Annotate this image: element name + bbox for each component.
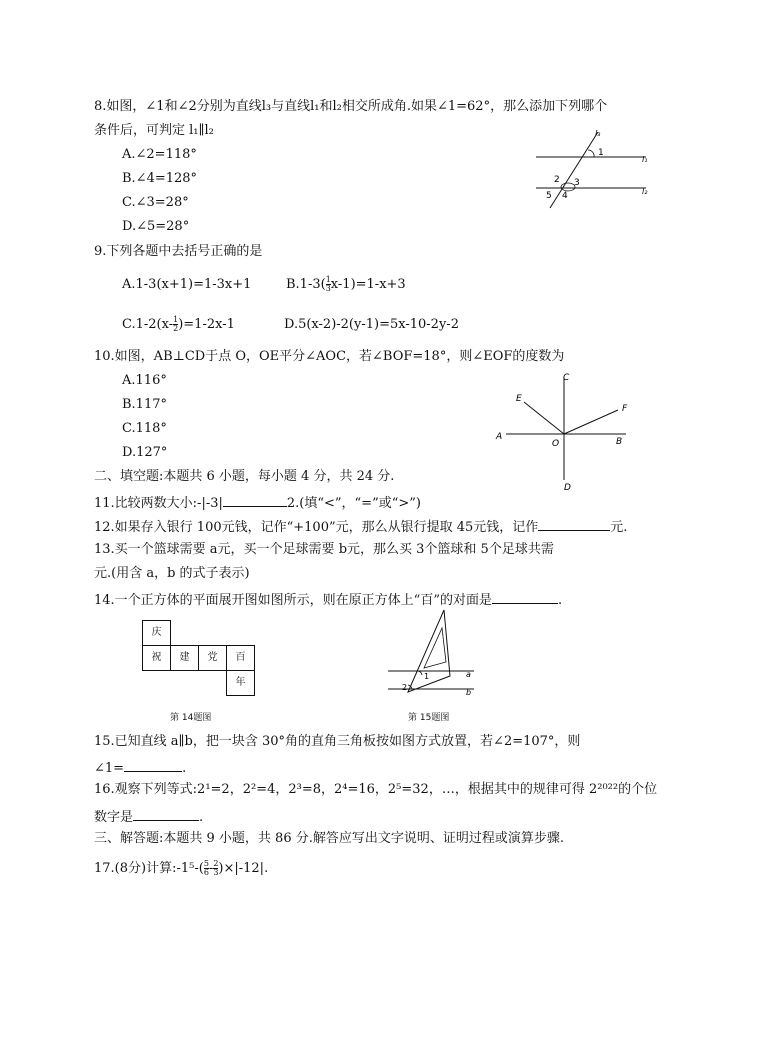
q8-option-b: B.∠4=128° — [122, 171, 198, 186]
net-cell-3: 建 — [170, 645, 199, 671]
line-l3 — [550, 132, 598, 208]
point-f-label: F — [622, 404, 628, 414]
label-l1: l₁ — [642, 155, 648, 164]
section-2-heading: 二、填空题:本题共 6 小题，每小题 4 分，共 24 分. — [94, 469, 395, 484]
q15-figure — [380, 604, 490, 700]
q13-line1: 13.买一个篮球需要 a元，买一个足球需要 b元，那么买 3个篮球和 5个足球共需 — [94, 542, 554, 557]
q12: 12.如果存入银行 100元钱，记作“+100”元，那么从银行提取 45元钱，记作 元. — [94, 516, 627, 537]
q11: 11.比较两数大小:-|-3| 2.(填“<”，“=”或“>”) — [94, 492, 421, 513]
label-b: b — [466, 688, 472, 697]
angle-1-label: 1 — [598, 148, 604, 158]
q8-option-d: D.∠5=28° — [122, 219, 190, 234]
q11-answer-blank[interactable] — [223, 492, 287, 507]
net-cell-5: 百 — [226, 645, 255, 671]
q12-answer-blank[interactable] — [538, 516, 610, 531]
point-e-label: E — [516, 394, 522, 404]
q14-cube-net — [142, 620, 262, 700]
angle-5-label: 5 — [546, 191, 552, 201]
point-b-label: B — [616, 437, 623, 447]
net-cell-2: 祝 — [142, 645, 171, 671]
q10-option-d: D.127° — [122, 445, 168, 460]
net-cell-4: 党 — [198, 645, 227, 671]
net-cell-6: 年 — [226, 670, 255, 696]
q10-option-b: B.117° — [122, 397, 167, 412]
angle-1-label: 1 — [424, 672, 430, 681]
section-3-heading: 三、解答题:本题共 9 小题，共 86 分.解答应写出文字说明、证明过程或演算步骤. — [94, 831, 564, 846]
q15-answer-blank[interactable] — [124, 757, 182, 772]
q15-line2: ∠1= . — [94, 757, 186, 778]
q16-line1: 16.观察下列等式:2¹=2，2²=4，2³=8，2⁴=16，2⁵=32，…，根据其中的规律可得 2²⁰²²的个位 — [94, 782, 658, 797]
point-c-label: C — [563, 373, 570, 383]
ray-of — [564, 410, 618, 434]
label-l2: l₂ — [642, 187, 648, 196]
fig15-caption: 第 15题图 — [408, 713, 450, 723]
q9-option-c: C.1-2(x- $\frac{1}{2}$ )=1-2x-1 — [122, 315, 235, 333]
ray-oe — [524, 402, 564, 434]
q16-answer-blank[interactable] — [133, 806, 199, 821]
q17: 17.(8分)计算:-1⁵-( $\frac{5}{6}$ - $\frac{2}{3}$ )×|-12|. — [94, 859, 269, 877]
label-l3: l₃ — [595, 129, 601, 138]
q8-option-a: A.∠2=118° — [122, 147, 197, 162]
point-d-label: D — [564, 483, 571, 493]
q9-option-d: D.5(x-2)-2(y-1)=5x-10-2y-2 — [284, 317, 459, 332]
angle-4-label: 4 — [562, 191, 568, 201]
point-a-label: A — [496, 432, 503, 442]
q9-stem: 9.下列各题中去括号正确的是 — [94, 244, 263, 259]
q9-option-b: B.1-3( $\frac{1}{3}$ x-1)=1-x+3 — [286, 275, 406, 293]
q10-figure — [490, 366, 640, 496]
angle-2-label: 2 — [402, 683, 408, 692]
angle-3-label: 3 — [574, 178, 580, 188]
q8-figure — [528, 124, 658, 214]
q9-option-a: A.1-3(x+1)=1-3x+1 — [122, 277, 252, 292]
q10-stem: 10.如图，AB⊥CD于点 O，OE平分∠AOC，若∠BOF=18°，则∠EOF的度数为 — [94, 349, 565, 364]
fig14-caption: 第 14题图 — [170, 713, 212, 723]
q16-line2: 数字是 . — [94, 806, 203, 827]
q8-stem-line2: 条件后，可判定 l₁∥l₂ — [94, 123, 214, 138]
q15-line1: 15.已知直线 a∥b，把一块含 30°角的直角三角板按如图方式放置，若∠2=107°，则 — [94, 734, 581, 749]
q14: 14.一个正方体的平面展开图如图所示，则在原正方体上“百”的对面是 . — [94, 589, 562, 610]
label-a: a — [466, 670, 471, 679]
q13-line2: 元.(用含 a，b 的式子表示) — [94, 566, 250, 581]
q10-option-a: A.116° — [122, 373, 167, 388]
angle-2-label: 2 — [554, 175, 560, 185]
point-o-label: O — [552, 439, 560, 449]
net-cell-1: 庆 — [142, 620, 171, 646]
q8-option-c: C.∠3=28° — [122, 195, 189, 210]
q8-stem-line1: 8.如图，∠1和∠2分别为直线l₃与直线l₁和l₂相交所成角.如果∠1=62°，那么添加下列哪个 — [94, 99, 608, 114]
q10-option-c: C.118° — [122, 421, 167, 436]
q14-answer-blank[interactable] — [492, 589, 558, 604]
